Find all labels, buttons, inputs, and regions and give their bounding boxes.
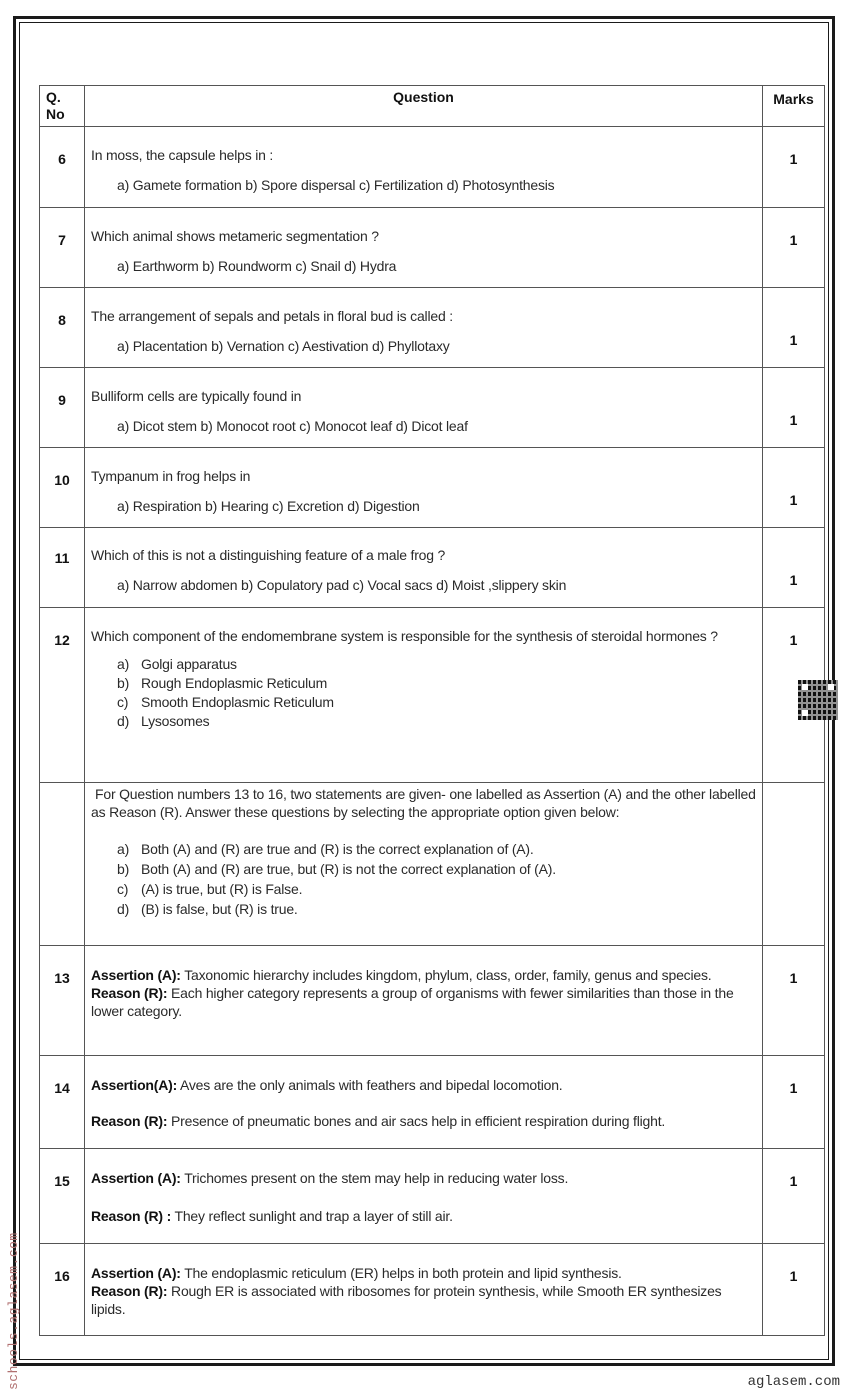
header-question: Question xyxy=(85,86,763,127)
question-marks: 1 xyxy=(763,208,825,288)
question-stem: Tympanum in frog helps in xyxy=(91,468,251,484)
question-number: 15 xyxy=(40,1149,85,1244)
option-a xyxy=(117,839,756,859)
bottom-watermark: aglasem.com xyxy=(747,1374,840,1390)
reason xyxy=(91,984,756,1020)
question-body xyxy=(85,368,763,448)
question-number: 9 xyxy=(40,368,85,448)
reason-text: Rough ER is associated with ribosomes for protein synthesis, while Smooth ER synthesizes lipids. xyxy=(91,1283,722,1317)
question-marks: 1 xyxy=(763,448,825,528)
reason xyxy=(91,1282,756,1318)
question-row xyxy=(40,946,825,1056)
question-body xyxy=(85,608,763,783)
question-body xyxy=(85,288,763,368)
question-row xyxy=(40,1149,825,1244)
question-row xyxy=(40,208,825,288)
option-text: Lysosomes xyxy=(141,713,210,729)
question-marks: 1 xyxy=(763,1056,825,1149)
option-label: d) xyxy=(117,901,130,917)
reason-label: Reason (R) : xyxy=(91,1208,172,1224)
question-marks: 1 xyxy=(763,1149,825,1244)
question-body xyxy=(85,1149,763,1244)
assertion-text: Aves are the only animals with feathers and bipedal locomotion. xyxy=(177,1077,563,1093)
reason xyxy=(91,1112,756,1130)
question-options: a) Placentation b) Vernation c) Aestivation d) Phyllotaxy xyxy=(117,338,450,354)
reason-text: Each higher category represents a group of organisms with fewer similarities than those in the lower category. xyxy=(91,985,734,1019)
option-a xyxy=(117,655,756,674)
question-number: 10 xyxy=(40,448,85,528)
question-body xyxy=(85,448,763,528)
reason xyxy=(91,1207,756,1225)
assertion-text: Taxonomic hierarchy includes kingdom, phylum, class, order, family, genus and species. xyxy=(180,967,712,983)
header-q-no-line2: No xyxy=(46,106,65,122)
header-q-no-line1: Q. xyxy=(46,89,61,105)
question-marks: 1 xyxy=(763,608,825,783)
option-text: (A) is true, but (R) is False. xyxy=(141,881,303,897)
option-text: Smooth Endoplasmic Reticulum xyxy=(141,694,334,710)
question-row xyxy=(40,608,825,783)
question-body xyxy=(85,528,763,608)
question-body xyxy=(85,946,763,1056)
question-row xyxy=(40,288,825,368)
assertion-text: Trichomes present on the stem may help in reducing water loss. xyxy=(180,1170,569,1186)
reason-label: Reason (R): xyxy=(91,1113,168,1129)
question-stem: The arrangement of sepals and petals in floral bud is called : xyxy=(91,308,453,324)
question-row xyxy=(40,448,825,528)
question-body xyxy=(85,1056,763,1149)
question-stem: Bulliform cells are typically found in xyxy=(91,388,302,404)
option-d xyxy=(117,712,756,731)
header-q-no xyxy=(40,86,85,127)
reason-text: Presence of pneumatic bones and air sacs help in efficient respiration during flight. xyxy=(167,1113,666,1129)
instruction-body xyxy=(85,783,763,946)
question-number: 14 xyxy=(40,1056,85,1149)
assertion-text: The endoplasmic reticulum (ER) helps in both protein and lipid synthesis. xyxy=(180,1265,622,1281)
question-number: 13 xyxy=(40,946,85,1056)
assertion xyxy=(91,1264,756,1282)
question-number: 7 xyxy=(40,208,85,288)
reason-label: Reason (R): xyxy=(91,1283,168,1299)
question-options: a) Dicot stem b) Monocot root c) Monocot leaf d) Dicot leaf xyxy=(117,418,468,434)
question-marks: 1 xyxy=(763,127,825,208)
qr-code-icon xyxy=(798,680,838,720)
question-number: 16 xyxy=(40,1244,85,1336)
question-marks xyxy=(763,783,825,946)
side-watermark: schools.aglasem.com xyxy=(6,1232,21,1390)
instruction-text: For Question numbers 13 to 16, two statements are given- one labelled as Assertion (A) and the other labelled as Reason (R). Answer these questions by selecting the appropriate option given below: xyxy=(91,786,756,820)
question-number: 11 xyxy=(40,528,85,608)
question-stem: Which of this is not a distinguishing feature of a male frog ? xyxy=(91,547,446,563)
question-body xyxy=(85,208,763,288)
question-row xyxy=(40,127,825,208)
option-label: c) xyxy=(117,881,129,897)
question-options: a) Narrow abdomen b) Copulatory pad c) Vocal sacs d) Moist ,slippery skin xyxy=(117,577,567,593)
assertion-label: Assertion(A): xyxy=(91,1077,178,1093)
option-b xyxy=(117,859,756,879)
question-marks: 1 xyxy=(763,528,825,608)
option-text: Golgi apparatus xyxy=(141,656,237,672)
option-b xyxy=(117,674,756,693)
question-number: 12 xyxy=(40,608,85,783)
question-options: a) Respiration b) Hearing c) Excretion d) Digestion xyxy=(117,498,420,514)
question-stem: In moss, the capsule helps in : xyxy=(91,147,274,163)
reason-text: They reflect sunlight and trap a layer of still air. xyxy=(171,1208,453,1224)
question-table xyxy=(39,85,825,1336)
option-c xyxy=(117,879,756,899)
option-text: Both (A) and (R) are true and (R) is the correct explanation of (A). xyxy=(141,841,534,857)
question-number: 6 xyxy=(40,127,85,208)
question-row xyxy=(40,368,825,448)
table-header-row xyxy=(40,86,825,127)
question-body xyxy=(85,1244,763,1336)
option-c xyxy=(117,693,756,712)
question-body xyxy=(85,127,763,208)
question-row xyxy=(40,1244,825,1336)
question-marks: 1 xyxy=(763,946,825,1056)
option-d xyxy=(117,899,756,919)
assertion xyxy=(91,1169,756,1187)
qr-code-pattern xyxy=(798,680,838,720)
assertion xyxy=(91,966,756,984)
question-number xyxy=(40,783,85,946)
question-number: 8 xyxy=(40,288,85,368)
option-text: (B) is false, but (R) is true. xyxy=(141,901,298,917)
assertion-reason-instruction-row xyxy=(40,783,825,946)
header-marks: Marks xyxy=(763,86,825,127)
option-label: a) xyxy=(117,656,130,672)
assertion xyxy=(91,1076,756,1094)
assertion-label: Assertion (A): xyxy=(91,1170,181,1186)
assertion-label: Assertion (A): xyxy=(91,967,181,983)
option-label: c) xyxy=(117,694,129,710)
question-options: a) Earthworm b) Roundworm c) Snail d) Hydra xyxy=(117,258,397,274)
reason-label: Reason (R): xyxy=(91,985,168,1001)
question-stem: Which animal shows metameric segmentation ? xyxy=(91,228,379,244)
option-label: a) xyxy=(117,841,130,857)
question-stem: Which component of the endomembrane system is responsible for the synthesis of steroidal hormones ? xyxy=(91,628,718,644)
instruction-options xyxy=(117,839,756,919)
question-row xyxy=(40,1056,825,1149)
question-options: a) Gamete formation b) Spore dispersal c) Fertilization d) Photosynthesis xyxy=(117,177,555,193)
question-marks: 1 xyxy=(763,288,825,368)
question-marks: 1 xyxy=(763,1244,825,1336)
option-label: b) xyxy=(117,861,130,877)
question-row xyxy=(40,528,825,608)
option-text: Rough Endoplasmic Reticulum xyxy=(141,675,328,691)
assertion-label: Assertion (A): xyxy=(91,1265,181,1281)
question-marks: 1 xyxy=(763,368,825,448)
question-options xyxy=(117,655,756,731)
option-label: b) xyxy=(117,675,130,691)
option-text: Both (A) and (R) are true, but (R) is not the correct explanation of (A). xyxy=(141,861,556,877)
option-label: d) xyxy=(117,713,130,729)
